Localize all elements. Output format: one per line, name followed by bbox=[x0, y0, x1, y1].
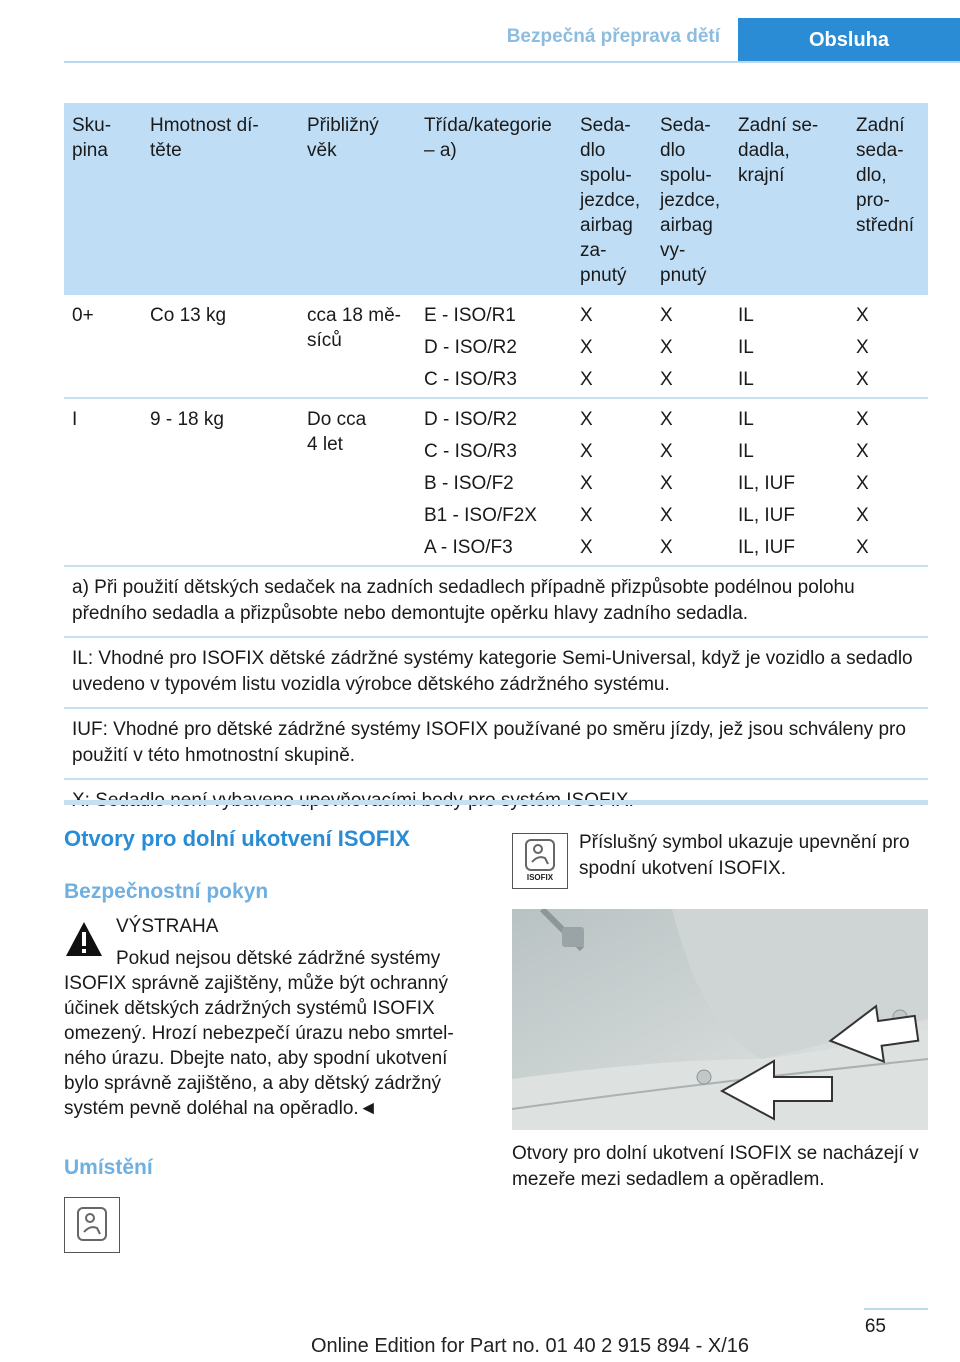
front-airbag-on-cell bbox=[580, 303, 593, 399]
warning-rest: ISOFIX správně zajištěny, může být ochranný účinek dětských zádržných systémů ISOFIX omezený. Hrozí nebezpečí úrazu nebo smrtelného úrazu. Dbejte nato, aby spodní ukotvení bylo správně zajištěno, a aby dětský zádržný systém pevně doléhal na opěradlo.◄ bbox=[64, 973, 454, 1119]
photo-caption: Otvory pro dolní ukotvení ISOFIX se nacházejí v mezeře mezi sedadlem a opěradlem. bbox=[512, 1143, 919, 1190]
cell-line: jezdce, bbox=[660, 190, 721, 211]
isofix-symbol-label: ISOFIX bbox=[526, 873, 554, 882]
col-header-rear-middle bbox=[856, 113, 914, 238]
cell-line: A - ISO/F3 bbox=[424, 537, 513, 558]
rear-middle-cell bbox=[856, 407, 869, 567]
cell-line: IL, IUF bbox=[738, 537, 796, 558]
cell-line: síců bbox=[307, 330, 342, 351]
header-rule bbox=[64, 61, 960, 63]
location-heading: Umístění bbox=[64, 1156, 153, 1179]
cell-line: Třída/kategorie bbox=[424, 115, 552, 136]
cell-line: dlo bbox=[660, 140, 686, 161]
cell-line: X bbox=[856, 473, 869, 494]
rear-middle-cell bbox=[856, 303, 869, 399]
cell-line: X bbox=[856, 369, 869, 390]
col-header-front-airbag-off bbox=[660, 113, 720, 288]
cell-line: spolu- bbox=[580, 165, 632, 186]
cell-line: E - ISO/R1 bbox=[424, 305, 516, 326]
footer-edition: Online Edition for Part no. 01 40 2 915 894 - X/16 bbox=[310, 1335, 750, 1357]
warning-first-line: Pokud nejsou dětské zádržné systémy bbox=[116, 948, 441, 969]
table-row bbox=[64, 399, 928, 567]
cell-line: X bbox=[660, 305, 673, 326]
col-header-weight bbox=[150, 113, 259, 163]
cell-line: spolu- bbox=[660, 165, 712, 186]
cell-line: cca 18 mě- bbox=[307, 305, 401, 326]
cell-line: B - ISO/F2 bbox=[424, 473, 514, 494]
cell-line: IL bbox=[738, 305, 754, 326]
cell-line: D - ISO/R2 bbox=[424, 337, 517, 358]
cell-line: – a) bbox=[424, 140, 457, 161]
cell-line: X bbox=[660, 473, 673, 494]
class-cell bbox=[424, 303, 517, 399]
page-number-rule bbox=[864, 1308, 928, 1310]
cell-line: krajní bbox=[738, 165, 785, 186]
isofix-seat-icon bbox=[64, 1197, 120, 1253]
safety-heading: Bezpečnostní pokyn bbox=[64, 880, 269, 903]
cell-line: Přibližný bbox=[307, 115, 379, 136]
col-header-rear-outer bbox=[738, 113, 818, 188]
rear-outer-cell bbox=[738, 407, 795, 567]
table-header bbox=[64, 103, 928, 295]
cell-line: Sku- bbox=[72, 115, 112, 136]
page-header bbox=[0, 0, 960, 62]
cell-line: X bbox=[856, 505, 869, 526]
cell-line: Seda- bbox=[660, 115, 711, 136]
table-note: IUF: Vhodné pro dětské zádržné systémy ISOFIX používané po směru jízdy, jež jsou schváleny pro použití v této hmotnostní skupině. bbox=[64, 709, 928, 780]
cell-line: dlo, bbox=[856, 165, 887, 186]
cell-line: IL bbox=[738, 337, 754, 358]
cell-line: X bbox=[856, 409, 869, 430]
cell-line: dlo bbox=[580, 140, 606, 161]
front-airbag-off-cell bbox=[660, 303, 673, 399]
cell-line: těte bbox=[150, 140, 182, 161]
cell-line: X bbox=[856, 537, 869, 558]
cell-line: IL bbox=[738, 369, 754, 390]
cell-line: X bbox=[580, 537, 593, 558]
chapter-tab[interactable]: Obsluha bbox=[738, 18, 960, 62]
table-bottom-rule bbox=[64, 800, 928, 805]
warning-text bbox=[64, 946, 484, 1121]
warning-title: VÝSTRAHA bbox=[116, 916, 219, 937]
cell-line: jezdce, bbox=[580, 190, 641, 211]
col-header-front-airbag-on bbox=[580, 113, 640, 288]
cell-line: X bbox=[660, 369, 673, 390]
cell-line: X bbox=[580, 409, 593, 430]
group-cell: I bbox=[72, 409, 78, 430]
cell-line: za- bbox=[580, 240, 607, 261]
cell-line: vy- bbox=[660, 240, 686, 261]
cell-line: X bbox=[580, 305, 593, 326]
cell-line: X bbox=[856, 337, 869, 358]
cell-line: X bbox=[660, 505, 673, 526]
rear-outer-cell bbox=[738, 303, 754, 399]
cell-line: 4 let bbox=[307, 434, 343, 455]
isofix-anchor-photo bbox=[512, 909, 928, 1130]
col-header-class bbox=[424, 113, 552, 163]
cell-line: C - ISO/R3 bbox=[424, 369, 517, 390]
cell-line: X bbox=[856, 305, 869, 326]
cell-line: airbag bbox=[660, 215, 713, 236]
table-note: IL: Vhodné pro ISOFIX dětské zádržné systémy kategorie Semi‑Universal, když je vozidlo a sedadlo uvedeno v typovém listu vozidla výrobce dětského zádržného systému. bbox=[64, 638, 928, 709]
cell-line: X bbox=[580, 473, 593, 494]
cell-line: X bbox=[580, 505, 593, 526]
cell-line: Seda- bbox=[580, 115, 631, 136]
class-cell bbox=[424, 407, 537, 567]
cell-line: Do cca bbox=[307, 409, 367, 430]
cell-line: C - ISO/R3 bbox=[424, 441, 517, 462]
section-heading: Otvory pro dolní ukotvení ISOFIX bbox=[64, 826, 410, 851]
table-row bbox=[64, 295, 928, 399]
cell-line: X bbox=[660, 409, 673, 430]
age-cell bbox=[307, 407, 366, 457]
cell-line: Zadní se- bbox=[738, 115, 819, 136]
col-header-age bbox=[307, 113, 379, 163]
front-airbag-on-cell bbox=[580, 407, 593, 567]
cell-line: X bbox=[660, 337, 673, 358]
weight-cell: Co 13 kg bbox=[150, 305, 227, 326]
cell-line: D - ISO/R2 bbox=[424, 409, 517, 430]
cell-line: dadla, bbox=[738, 140, 790, 161]
cell-line: X bbox=[856, 441, 869, 462]
weight-cell: 9 - 18 kg bbox=[150, 409, 224, 430]
cell-line: seda- bbox=[856, 140, 904, 161]
table-note: a) Při použití dětských sedaček na zadních sedadlech případně přizpůsobte podélnou polohu předního sedadla a přizpůsobte nebo demontujte opěrku hlavy zadního sedadla. bbox=[64, 567, 928, 638]
cell-line: pnutý bbox=[660, 265, 707, 286]
cell-line: pina bbox=[72, 140, 108, 161]
isofix-symbol-icon bbox=[512, 833, 568, 889]
cell-line: IL bbox=[738, 441, 754, 462]
front-airbag-off-cell bbox=[660, 407, 673, 567]
cell-line: X bbox=[580, 337, 593, 358]
page-number: 65 bbox=[864, 1316, 886, 1337]
cell-line: B1 - ISO/F2X bbox=[424, 505, 537, 526]
section-title: Bezpečná přeprava dětí bbox=[506, 26, 720, 47]
cell-line: X bbox=[660, 441, 673, 462]
cell-line: X bbox=[580, 369, 593, 390]
footer-text bbox=[0, 1335, 960, 1358]
cell-line: pnutý bbox=[580, 265, 627, 286]
cell-line: Hmotnost dí- bbox=[150, 115, 259, 136]
cell-line: střední bbox=[856, 215, 915, 236]
cell-line: věk bbox=[307, 140, 337, 161]
cell-line: X bbox=[580, 441, 593, 462]
symbol-description: Příslušný symbol ukazuje upevnění pro spodní ukotvení ISOFIX. bbox=[579, 832, 910, 879]
cell-line: IL bbox=[738, 409, 754, 430]
cell-line: airbag bbox=[580, 215, 633, 236]
cell-line: X bbox=[660, 537, 673, 558]
group-cell: 0+ bbox=[72, 305, 94, 326]
cell-line: IL, IUF bbox=[738, 473, 796, 494]
age-cell bbox=[307, 303, 401, 353]
cell-line: pro- bbox=[856, 190, 890, 211]
cell-line: IL, IUF bbox=[738, 505, 796, 526]
cell-line: Zadní bbox=[856, 115, 905, 136]
isofix-table bbox=[64, 103, 928, 823]
col-header-group bbox=[72, 113, 111, 163]
